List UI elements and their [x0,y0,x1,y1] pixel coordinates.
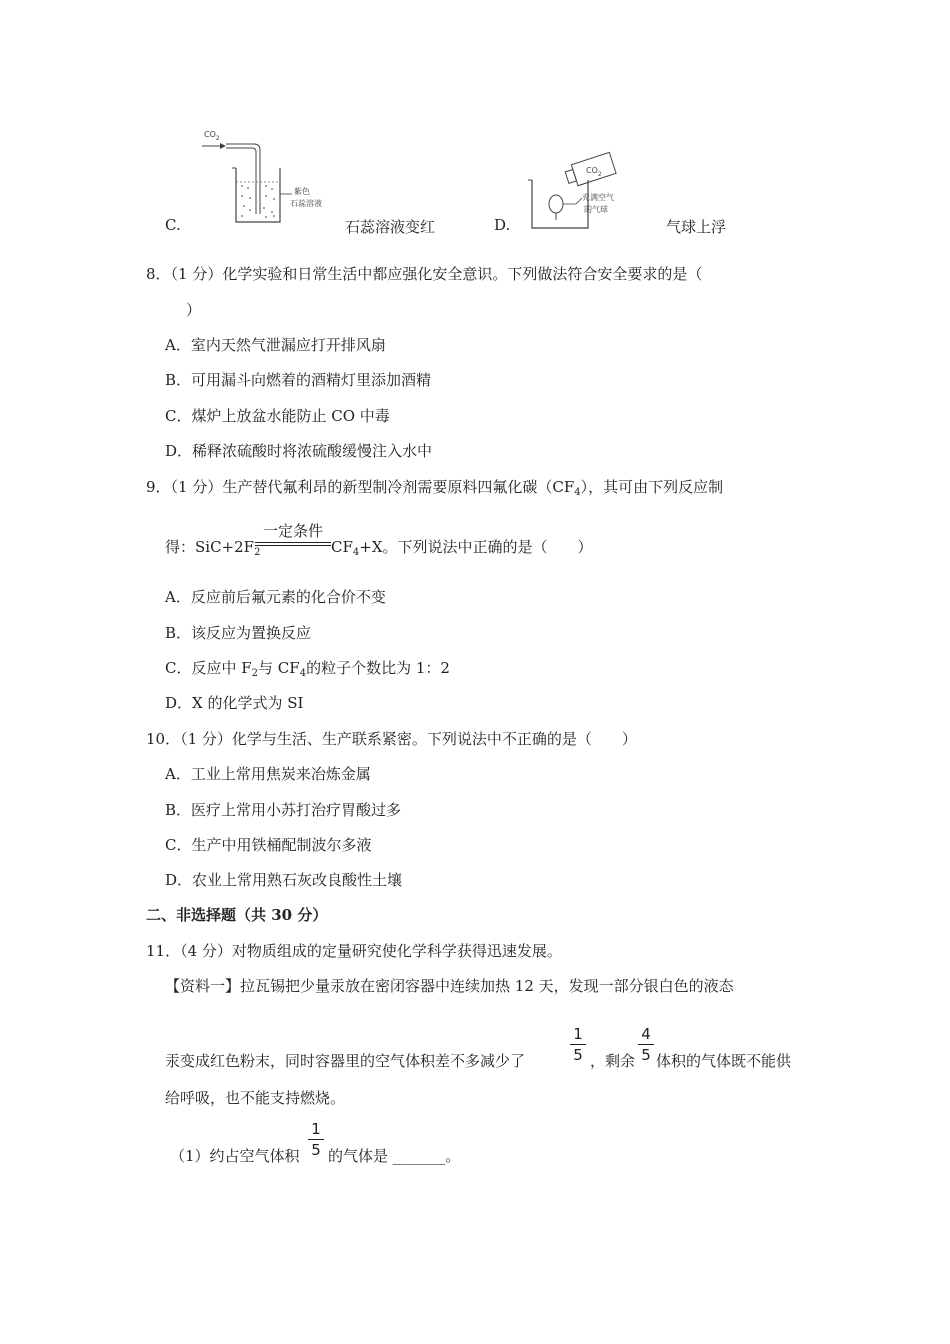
option-d-caption: 气球上浮 [666,218,727,236]
q10-stem: 10．（1 分）化学与生活、生产联系紧密。下列说法中不正确的是（ ） [146,730,637,748]
option-c-caption: 石蕊溶液变红 [345,218,436,236]
q9-option-c: C．反应中 $F_2$与 $CF_4$的粒子个数比为 1：2 [165,659,450,679]
q11-para2-a: 汞变成红色粉末，同时容器里的空气体积差不多减少了 [165,1052,526,1070]
fig-d-balloon-line2: 的气球 [584,205,608,214]
q9-stem-sub: 4 [574,487,581,498]
fig-d-gas-label: CO [586,166,598,175]
q9-option-d: D．X 的化学式为 SI [165,694,304,712]
q10-option-b: B．医疗上常用小苏打治疗胃酸过多 [165,801,402,819]
q9-stem-b: ），其可由下列反应制 [580,478,724,496]
fig-c-gas-label: CO [204,130,216,139]
q10-option-d: D．农业上常用熟石灰改良酸性土壤 [165,871,403,889]
q9-option-a: A．反应前后氟元素的化合价不变 [165,588,386,606]
fraction-1-5-b: 1 5 [308,1121,324,1158]
option-c-label: C. [165,216,181,234]
q11-para3: 给呼吸，也不能支持燃烧。 [165,1089,346,1107]
fig-c-liquid-line2: 石蕊溶液 [290,199,322,208]
eq-condition: 一定条件 [262,522,323,540]
fraction-4-5: 4 5 [638,1026,654,1063]
q8-option-b: B．可用漏斗向燃着的酒精灯里添加酒精 [165,371,432,389]
eq-suffix: +X。下列说法中正确的是（ ） [359,538,593,556]
q10-option-c: C．生产中用铁桶配制波尔多液 [165,836,372,854]
q8-stem: 8．（1 分）化学实验和日常生活中都应强化安全意识。下列做法符合安全要求的是（ [146,265,703,283]
fig-c-liquid-line1: 紫色 [294,187,310,196]
q11-sub1-b: 的气体是 _______。 [328,1147,461,1165]
q8-stem-close: ） [186,301,202,319]
figure-c-co2-litmus [196,126,346,226]
beaker-tube-diagram [196,126,346,226]
q9-stem-line1 [146,476,723,498]
q11-sub1-a: （1）约占空气体积 [170,1147,300,1165]
q10-option-a: A．工业上常用焦炭来冶炼金属 [165,765,371,783]
q9-option-b: B．该反应为置换反应 [165,624,312,642]
fig-c-gas-sub: 2 [215,135,220,142]
eq-arrow-line2 [255,545,331,546]
q11-para2-c: 体积的气体既不能供 [656,1052,792,1070]
q9-stem-a: 9．（1 分）生产替代氟利昂的新型制冷剂需要原料四氟化碳（CF [146,478,575,496]
eq-product: CF [331,538,353,556]
q8-option-d: D．稀释浓硫酸时将浓硫酸缓慢注入水中 [165,442,433,460]
q8-option-a: A．室内天然气泄漏应打开排风扇 [165,336,386,354]
q8-option-c: C．煤炉上放盆水能防止 CO 中毒 [165,407,390,425]
eq-prefix: 得：SiC+2F [165,538,255,556]
figure-d-co2-balloon [526,150,666,234]
fig-d-balloon-line1: 充满空气 [582,193,614,202]
section-2-heading: 二、非选择题（共 30 分） [146,906,328,924]
q11-stem: 11．（4 分）对物质组成的定量研究使化学科学获得迅速发展。 [146,942,562,960]
eq-prefix-sub: 2 [254,547,261,558]
eq-product-sub: 4 [352,547,360,558]
q11-para1: 【资料一】拉瓦锡把少量汞放在密闭容器中连续加热 12 天，发现一部分银白色的液态 [165,977,734,995]
fig-d-gas-sub: 2 [597,171,602,178]
eq-arrow-line1 [255,542,331,543]
option-d-label: D. [494,216,511,234]
q11-para2-b: ，剩余 [590,1052,636,1070]
fraction-1-5-a: 1 5 [570,1026,586,1063]
